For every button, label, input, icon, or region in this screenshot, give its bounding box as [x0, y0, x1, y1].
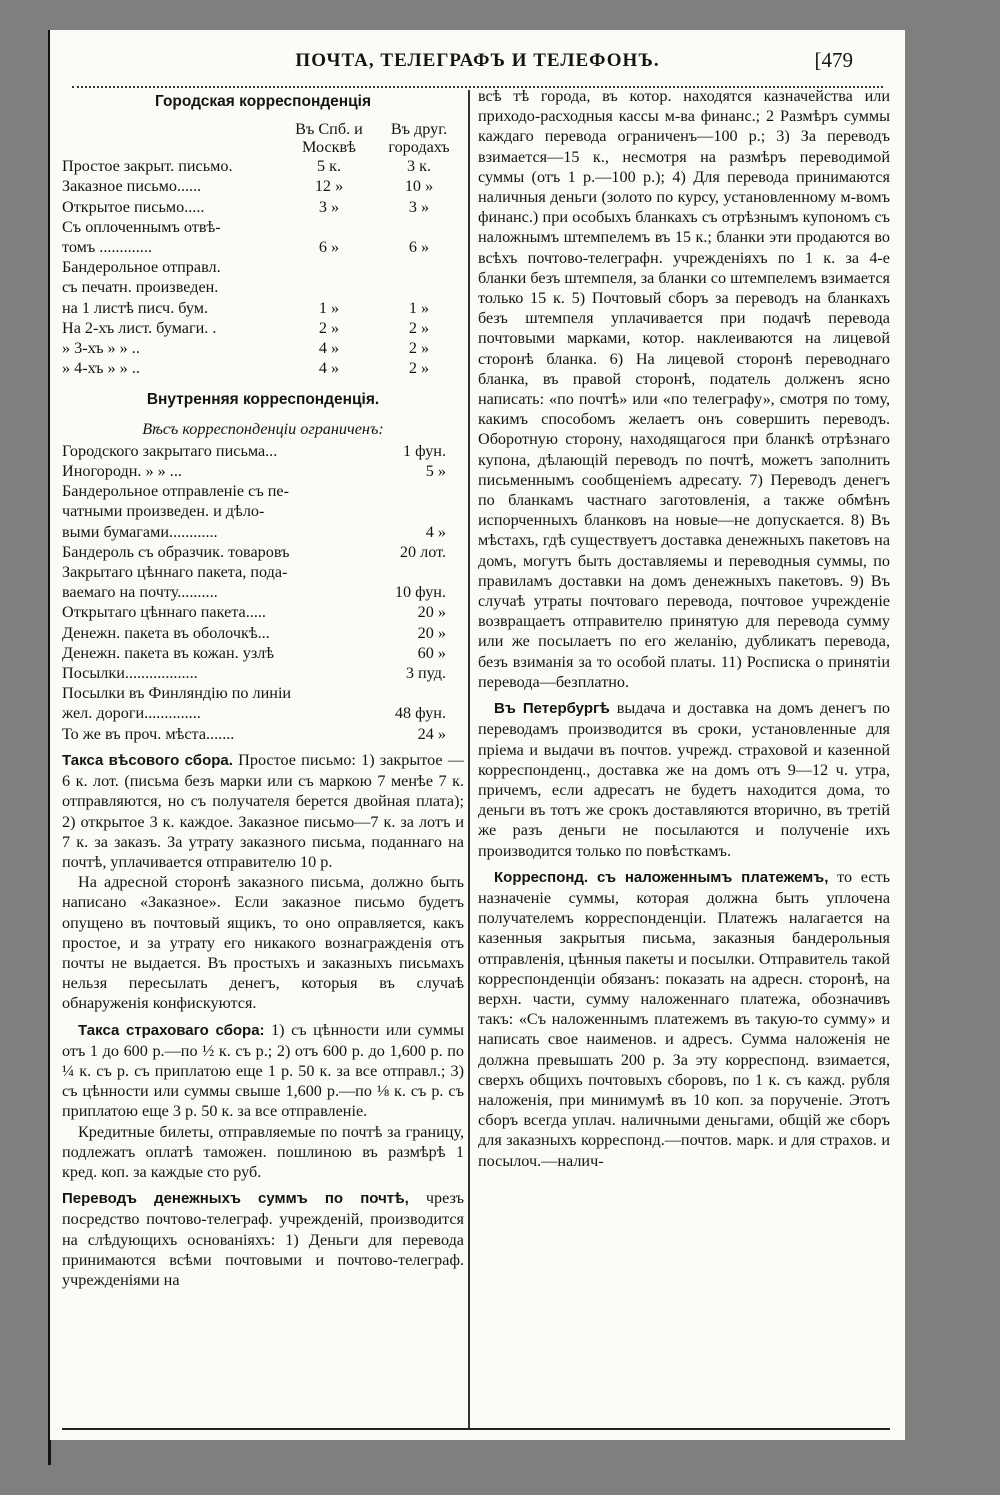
- weight-label: Открытаго цѣннаго пакета.....: [62, 603, 266, 622]
- weight-label: То же въ проч. мѣста.......: [62, 724, 235, 743]
- weight-value: 24 »: [417, 724, 446, 743]
- city-rate-table: [62, 156, 464, 378]
- city-rate-row: [62, 197, 464, 217]
- weight-label: Денежн. пакета въ оболочкѣ...: [62, 623, 270, 642]
- rate-label: На 2-хъ лист. бумаги. .: [62, 318, 217, 337]
- column-divider: [468, 90, 470, 1430]
- running-title: ПОЧТА, ТЕЛЕГРАФЪ И ТЕЛЕФОНЪ.: [295, 50, 660, 71]
- inner-correspondence-heading: Внутренняя корреспонденція.: [146, 391, 380, 409]
- rate-label: » 3-хъ » » ..: [62, 339, 140, 358]
- rate-spb-moscow: 1 »: [318, 298, 340, 317]
- weight-limit-row: [62, 643, 464, 663]
- rate-label: » 4-хъ » » ..: [62, 359, 140, 378]
- city-rate-row: [62, 257, 464, 277]
- cod-text: то есть назначеніе суммы, которая должна быть уплочена получателемъ корреспонденціи. Платежъ налагается на казенныя закрытыя письма, заказныя бандерольныя отправленія, цѣнныя пакеты и посылки. Отправитель такой корреспонденціи обязанъ: показать на адресн. сторонѣ, на верхн. части, сумму наложеннаго платежа, обозначивъ такъ: «Съ наложеннымъ платежемъ въ такую-то сумму» и написать свое наименов. и адресъ. Сумма наложенія не должна превышать 200 р. За эту корреспонд. взимается, сверхъ общихъ почтовыхъ сборовъ, по 1 к. съ кажд. рубля наложенія, при минимумѣ въ 10 коп. за порученіе. Этотъ сборъ всегда уплач. наличными деньгами, общій же сборъ для заказныхъ корреспонд.—почтов. марк. и для страхов. и посылоч.—налич-: [478, 867, 890, 1170]
- rate-label: Простое закрыт. письмо.: [62, 157, 233, 176]
- col-spb-moscow: Въ Спб. и Москвѣ: [295, 120, 363, 157]
- cod-heading: Корреспонд. съ наложеннымъ платежемъ,: [494, 868, 829, 886]
- bottom-rule: [62, 1428, 890, 1430]
- book-page: [50, 30, 905, 1440]
- city-correspondence-heading: Городская корреспонденція: [154, 93, 372, 110]
- weight-tax-paragraph: [62, 750, 464, 872]
- weight-label: Закрытаго цѣннаго пакета, пода-: [62, 563, 288, 582]
- rate-label: томъ .............: [62, 238, 152, 257]
- rate-other-cities: 2 »: [408, 359, 430, 378]
- weight-value: 20 »: [417, 603, 446, 622]
- weight-label: Бандероль съ образчик. товаровъ: [62, 542, 290, 561]
- rate-other-cities: 2 »: [408, 318, 430, 337]
- weight-limit-row: [62, 522, 464, 542]
- weight-tax-heading: Такса вѣсового сбора.: [62, 751, 233, 769]
- weight-limit-table: [62, 441, 464, 744]
- weight-value: 20 лот.: [399, 542, 446, 561]
- weight-limit-row: [62, 683, 464, 703]
- rate-spb-moscow: 12 »: [314, 177, 344, 196]
- city-table-header: [62, 120, 464, 156]
- rate-spb-moscow: 2 »: [318, 318, 340, 337]
- rate-label: съ печатн. произведен.: [62, 278, 219, 297]
- weight-limit-row: [62, 703, 464, 723]
- rate-label: Бандерольное отправл.: [62, 258, 221, 277]
- city-rate-row: [62, 318, 464, 338]
- weight-limit-row: [62, 542, 464, 562]
- rate-spb-moscow: 4 »: [318, 339, 340, 358]
- weight-value: 3 пуд.: [405, 664, 446, 683]
- weight-value: 5 »: [425, 462, 446, 481]
- weight-label: жел. дороги..............: [62, 704, 201, 723]
- weight-value: 4 »: [425, 522, 446, 541]
- petersburg-heading: Въ Петербургѣ: [494, 700, 610, 718]
- insurance-tax-text: 1) съ цѣнности или суммы отъ 1 до 600 р.—по ½ к. съ р.; 2) отъ 600 р. до 1,600 р. по ¼ к. съ р. съ приплатою еще 1 р. 50 к. за все отправл.; 3) съ цѣнности или суммы свыше 1,600 р.—по ⅛ к. съ р. съ приплатою еще 3 р. 50 к. за все отправленіе.: [62, 1020, 464, 1121]
- weight-limit-row: [62, 501, 464, 521]
- rate-label: Съ оплоченнымъ отвѣ-: [62, 217, 221, 236]
- weight-value: 60 »: [417, 643, 446, 662]
- rate-spb-moscow: 3 »: [318, 197, 340, 216]
- weight-limit-row: [62, 441, 464, 461]
- insurance-tax-paragraph: [62, 1020, 464, 1122]
- rate-other-cities: 3 »: [408, 197, 430, 216]
- rate-label: Заказное письмо......: [62, 177, 202, 196]
- weight-label: Денежн. пакета въ кожан. узлѣ: [62, 643, 275, 662]
- rate-spb-moscow: 5 к.: [316, 157, 342, 176]
- weight-label: выми бумагами............: [62, 522, 218, 541]
- weight-limit-row: [62, 724, 464, 744]
- rate-other-cities: 10 »: [404, 177, 434, 196]
- col-other-cities: Въ друг. городахъ: [388, 120, 450, 157]
- page-header: [50, 44, 905, 78]
- rate-spb-moscow: 4 »: [318, 359, 340, 378]
- weight-tax-text: Простое письмо: 1) закрытое — 6 к. лот. (письма безъ марки или съ маркою 7 менѣе 7 к. отправляются, но съ получателя берется двойная плата); 2) открытое 3 к. каждое. Заказное письмо—7 к. за лотъ и 7 к. за заказъ. За утрату заказного письма, поданнаго на почтѣ, уплачивается отправителю 10 р.: [62, 750, 464, 871]
- rate-other-cities: 6 »: [408, 238, 430, 257]
- money-transfer-heading: Переводъ денежныхъ суммъ по почтѣ,: [62, 1190, 409, 1208]
- weight-label: Бандерольное отправленіе съ пе-: [62, 482, 290, 501]
- cod-paragraph: [478, 867, 890, 1171]
- left-column: [62, 86, 464, 1431]
- rate-other-cities: 2 »: [408, 339, 430, 358]
- weight-limit-row: [62, 663, 464, 683]
- city-rate-row: [62, 156, 464, 176]
- weight-limit-row: [62, 582, 464, 602]
- weight-label: Иногородн. » » ...: [62, 462, 182, 481]
- petersburg-text: выдача и доставка на домъ денегъ по переводамъ производится въ сроки, установленные для пріема и выдачи въ почтов. учрежд. страховой и казенной корреспонденц., доставка же на домъ отъ 9—12 ч. утра, причемъ, если адресатъ не будетъ находится дома, то деньги въ тотъ же срокъ доставляются вторично, въ третій же разъ деньги не посылаются и полученіе ихъ производится только по повѣсткамъ.: [478, 699, 890, 860]
- city-rate-row: [62, 176, 464, 196]
- weight-label: Посылки..................: [62, 664, 198, 683]
- weight-limit-intro: Вѣсъ корреспонденціи ограниченъ:: [142, 419, 384, 438]
- money-transfer-text: чрезъ посредство почтово-телеграф. учрежденій, производится на слѣдующихъ основаніяхъ: 1) Деньги для перевода принимаются всѣми почтовыми и почтово-телеграф. учрежденіями на: [62, 1189, 464, 1289]
- city-rate-row: [62, 277, 464, 297]
- weight-label: чатными произведен. и дѣло-: [62, 502, 265, 521]
- city-rate-row: [62, 338, 464, 358]
- city-rate-row: [62, 358, 464, 378]
- registered-letter-paragraph: На адресной сторонѣ заказного письма, должно быть написано «Заказное». Если заказное письмо будетъ опущено въ почтовый ящикъ, то оно оправляется, какъ простое, и за утрату его никакого вознагражденія отъ почты не выдается. Въ простыхъ и заказныхъ письмахъ нельзя пересылать денегъ, которыя въ случаѣ обнаруженія конфискуются.: [62, 873, 464, 1013]
- transfer-continuation-paragraph: всѣ тѣ города, въ котор. находятся казначейства или приходо-расходныя кассы м-ва финанс.; 2 Размѣръ суммы каждаго перевода ограниченъ—100 р.; 3) За переводъ взимается—15 к., несмотря на размѣръ переводимой суммы (отъ 1 р.—100 р.); 4) Для перевода принимаются наличныя деньги (золото по курсу, установленному м-вомъ финанс.) при особыхъ бланкахъ съ отрѣзнымъ купономъ съ наложнымъ штемпелемъ въ 15 к.; бланки эти продаются во всѣхъ почтово-телеграфн. учрежденіяхъ по 1 к. за 4-е бланки безъ штемпеля, за бланки со штемпелемъ взимается только 15 к. 5) Почтовый сборъ за переводъ на бланкахъ безъ штемпеля уплачивается при подачѣ перевода почтовыми марками, котор. наклеиваются на лицевой сторонѣ бланка. 6) На лицевой сторонѣ переводнаго бланка, въ правой сторонѣ, податель долженъ ясно написать: «по почтѣ» или «по телеграфу», смотря по тому, какимъ способомъ желаетъ онъ совершить переводъ. Оборотную сторону, находящагося при бланкѣ отрѣзнаго купона, дѣлающій переводъ по почтѣ, можетъ заполнить письменнымъ сообщеніемъ адресату. 7) Переводъ денегъ по бланкамъ частнаго заготовленія, а также обмѣнъ испорченныхъ бланковъ на новые—не допускается. 8) Въ мѣстахъ, гдѣ существуетъ доставка денежныхъ пакетовъ на домъ, могутъ быть доставляемы и переводныя суммы, по правиламъ доставки на домъ денежныхъ пакетовъ. 9) Въ случаѣ утраты почтоваго перевода, почтовое учрежденіе возвращаетъ отправителю принятую для перевода сумму или же посылаетъ по его желанію, дубликатъ перевода, безъ взиманія за то особой платы. 11) Росписка о принятіи перевода—безплатно.: [478, 87, 890, 691]
- credit-notes-paragraph: Кредитные билеты, отправляемые по почтѣ за границу, подлежатъ оплатѣ таможен. пошлиною въ размѣрѣ 1 кред. коп. за каждые сто руб.: [62, 1122, 464, 1181]
- right-column: [478, 86, 890, 1431]
- weight-label: ваемаго на почту..........: [62, 583, 218, 602]
- petersburg-paragraph: [478, 698, 890, 861]
- weight-value: 48 фун.: [394, 704, 446, 723]
- page-number: [479: [814, 48, 853, 72]
- rate-spb-moscow: 6 »: [318, 238, 340, 257]
- money-transfer-paragraph: [62, 1188, 464, 1290]
- insurance-tax-heading: Такса страховаго сбора:: [78, 1021, 265, 1039]
- city-rate-row: [62, 217, 464, 237]
- rate-label: Открытое письмо.....: [62, 197, 205, 216]
- weight-limit-row: [62, 562, 464, 582]
- weight-value: 20 »: [417, 623, 446, 642]
- city-rate-row: [62, 298, 464, 318]
- weight-limit-row: [62, 623, 464, 643]
- city-rate-row: [62, 237, 464, 257]
- weight-limit-row: [62, 461, 464, 481]
- weight-label: Городского закрытаго письма...: [62, 441, 278, 460]
- rate-other-cities: 3 к.: [406, 157, 432, 176]
- weight-label: Посылки въ Финляндію по линіи: [62, 684, 292, 703]
- weight-value: 10 фун.: [394, 583, 446, 602]
- weight-value: 1 фун.: [402, 441, 446, 460]
- weight-limit-row: [62, 602, 464, 622]
- rate-other-cities: 1 »: [408, 298, 430, 317]
- weight-limit-row: [62, 481, 464, 501]
- rate-label: на 1 листѣ писч. бум.: [62, 298, 209, 317]
